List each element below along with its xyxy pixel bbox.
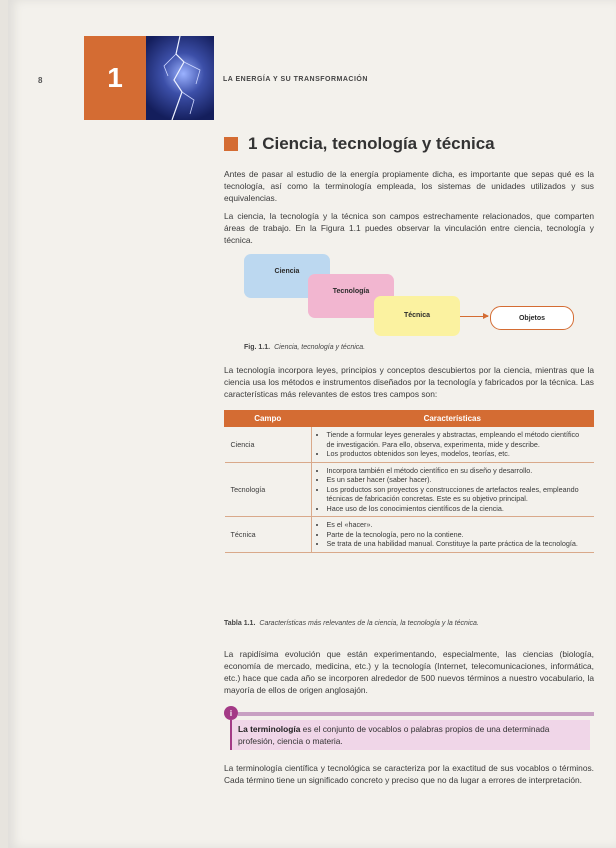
table-header-row <box>225 411 594 427</box>
list-item: • Incorpora también el método científico en su diseño y desarrollo. <box>327 466 588 476</box>
diagram-box-objetos: Objetos <box>490 306 574 330</box>
table-cell-field: Técnica <box>225 517 312 553</box>
figure-caption <box>244 344 365 351</box>
table-cell-items <box>311 517 594 553</box>
section-number: 1 <box>248 134 258 153</box>
list-item: • Es un saber hacer (saber hacer). <box>327 475 588 485</box>
section-title-text: Ciencia, tecnología y técnica <box>262 134 495 153</box>
info-icon: i <box>224 706 238 720</box>
table-caption-text: Características más relevantes de la ciencia, la tecnología y la técnica. <box>259 620 479 627</box>
figure-caption-label: Fig. 1.1. <box>244 344 271 351</box>
diagram-box-ciencia: Ciencia <box>244 254 330 298</box>
book-page <box>8 0 616 848</box>
definition-body: es el conjunto de vocablos o palabras propios de una determinada profesión, ciencia o materia. <box>238 724 550 746</box>
science-technology-diagram <box>244 254 584 340</box>
table-cell-items <box>311 427 594 463</box>
lightning-image <box>146 36 214 120</box>
table-row <box>225 427 594 463</box>
figure-caption-text: Ciencia, tecnología y técnica. <box>274 344 366 351</box>
diagram-box-tecnologia: Tecnología <box>308 274 394 318</box>
paragraph-characteristics: La tecnología incorpora leyes, principios y conceptos descubiertos por la ciencia, mientras que la ciencia usa los métodos e instrumentos diseñados por la tecnología y fabricados por la técnica. Las características más relevantes de estos tres campos son: <box>224 365 594 399</box>
table-row <box>225 462 594 517</box>
table-caption <box>224 620 479 627</box>
list-item: • Los productos obtenidos son leyes, modelos, teorías, etc. <box>327 449 588 459</box>
diagram-box-tecnica: Técnica <box>374 296 460 336</box>
table-caption-label: Tabla 1.1. <box>224 620 256 627</box>
list-item: • Se trata de una habilidad manual. Constituye la parte práctica de la tecnología. <box>327 539 588 549</box>
list-item: • Es el «hacer». <box>327 520 588 530</box>
definition-bar <box>238 712 594 716</box>
paragraph-terminology: La terminología científica y tecnológica se caracteriza por la exactitud de sus vocablos o términos. Cada término tiene un significado concreto y preciso que no da lugar a errores de interpretación. <box>224 763 594 785</box>
table-header-campo: Campo <box>225 411 312 427</box>
list-item: • Tiende a formular leyes generales y abstractas, empleando el método científico de investigación. Para ello, observa, experimenta, mide y describe. <box>327 430 588 449</box>
table-cell-field: Tecnología <box>225 462 312 517</box>
chapter-title: LA ENERGÍA Y SU TRANSFORMACIÓN <box>223 76 368 83</box>
chapter-number-tab: 1 <box>84 36 146 120</box>
characteristics-table <box>224 410 594 553</box>
list-item: • Los productos son proyectos y construcciones de artefactos reales, empleando técnicas de fabricación concretas. Este es su objetivo principal. <box>327 485 588 504</box>
paragraph-evolution: La rapidísima evolución que están experimentando, especialmente, las ciencias (biología, economía de mercado, medicina, etc.) y la tecnología (Internet, telecomunicaciones, informática, etc.) hace que cada año se incorporen alrededor de 500 nuevos términos a nuestro vocabulario, la mayoría de ellos de origen anglosajón. <box>224 649 594 695</box>
diagram-arrow <box>460 316 488 317</box>
table-row <box>225 517 594 553</box>
definition-box <box>224 706 594 752</box>
definition-term: La terminología <box>238 724 301 734</box>
page-number: 8 <box>38 76 43 85</box>
section-marker <box>224 137 238 151</box>
table-cell-items <box>311 462 594 517</box>
section-heading <box>224 134 495 154</box>
paragraph-intro: Antes de pasar al estudio de la energía propiamente dicha, es importante que sepas qué es la tecnología, así como la terminología empleada, los sistemas de unidades utilizados y sus equivalencias. <box>224 169 594 203</box>
definition-text <box>230 720 590 750</box>
list-item: • Hace uso de los conocimientos científicos de la ciencia. <box>327 504 588 514</box>
table-cell-field: Ciencia <box>225 427 312 463</box>
list-item: • Parte de la tecnología, pero no la contiene. <box>327 530 588 540</box>
paragraph-relation: La ciencia, la tecnología y la técnica son campos estrechamente relacionados, que comparten áreas de trabajo. En la Figura 1.1 puedes observar la vinculación entre ciencia, tecnología y técnica. <box>224 211 594 245</box>
section-title <box>248 134 495 154</box>
table-header-caracteristicas: Características <box>311 411 594 427</box>
